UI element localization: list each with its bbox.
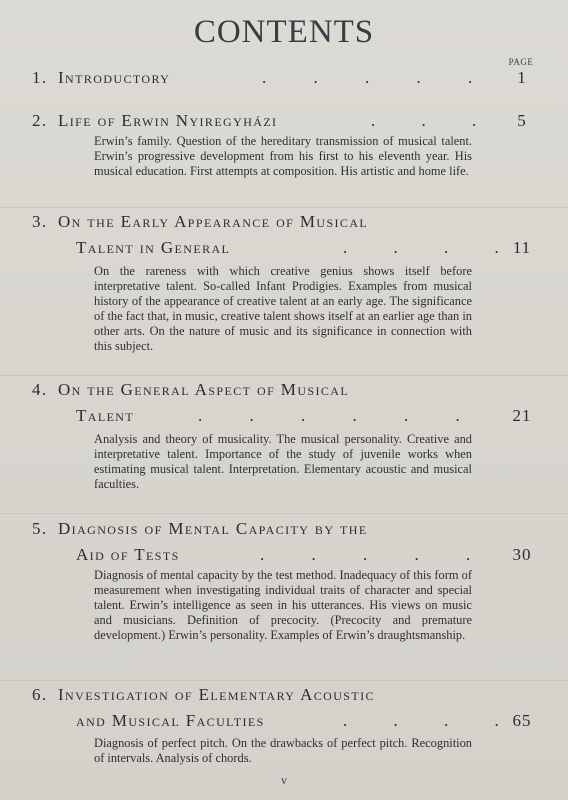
- chapter-summary: On the rareness with which creative genius shows itself before interpretative talent. So-called Infant Prodigies. Examples from musical history of the appearance of creative talent at an early age. The significance of the fact that, in music, creative talent shows itself at an earlier age than in other arts. On the nature of music and its significance in connection with this subject.: [94, 264, 472, 353]
- toc-entry-line: [32, 212, 542, 238]
- chapter-title-continued: Talent in General: [76, 238, 231, 257]
- dot-leader: . . . .: [343, 711, 499, 730]
- chapter-summary: Diagnosis of mental capacity by the test method. Inadequacy of this form of measurement when investigating individual traits of character and special talent. Erwin’s intelligence as seen in his utterances. His views on music and musicians. Definition of precocity. (Precocity and premature development.) Erwin’s personality. Examples of Erwin’s draughtsmanship.: [94, 568, 472, 642]
- toc-entry-1[interactable]: [32, 68, 542, 94]
- chapter-number: 1.: [32, 68, 48, 87]
- page-edge-shadow: [0, 375, 568, 376]
- chapter-title-continued: Talent: [76, 406, 135, 425]
- toc-entry-line: [32, 68, 542, 94]
- toc-entry-line: [32, 711, 542, 737]
- toc-entry-line: [32, 685, 542, 711]
- chapter-title: On the General Aspect of Musical: [58, 380, 350, 399]
- page-number: 30: [512, 545, 532, 564]
- toc-entry-line: [32, 519, 542, 545]
- chapter-number: 2.: [32, 111, 48, 130]
- dot-leader: . . . .: [343, 238, 499, 257]
- page-number: 21: [512, 406, 532, 425]
- chapter-title: Life of Erwin Nyiregyházi: [58, 111, 278, 130]
- toc-entry-line: [32, 380, 542, 406]
- page-column-header: PAGE: [508, 57, 534, 67]
- page-edge-shadow: [0, 680, 568, 681]
- chapter-number: 3.: [32, 212, 48, 231]
- dot-leader: . . .: [371, 111, 477, 130]
- chapter-title: Diagnosis of Mental Capacity by the: [58, 519, 368, 538]
- page-number: 1: [517, 68, 527, 87]
- chapter-title: Investigation of Elementary Acoustic: [58, 685, 375, 704]
- dot-leader: . . . . .: [262, 68, 473, 87]
- chapter-number: 5.: [32, 519, 48, 538]
- chapter-summary: Erwin’s family. Question of the hereditary transmission of musical talent. Erwin’s progressive development from his first to his eleventh year. His musical education. First attempts at composition. His artistic and home life.: [94, 134, 472, 178]
- page-edge-shadow: [0, 207, 568, 208]
- page-number: 65: [512, 711, 532, 730]
- chapter-number: 4.: [32, 380, 48, 399]
- toc-entry-3[interactable]: [32, 212, 542, 264]
- page-number: 5: [517, 111, 527, 130]
- chapter-summary: Analysis and theory of musicality. The musical personality. Creative and interpretative talent. Importance of the study of juvenile works when estimating musical talent. Interpretation. Elementary acoustic and musical faculties.: [94, 432, 472, 491]
- toc-entry-line: [32, 406, 542, 432]
- chapter-title: Introductory: [58, 68, 171, 87]
- dot-leader: . . . . .: [260, 545, 471, 564]
- folio-page-number: v: [281, 773, 287, 787]
- toc-entry-5[interactable]: [32, 519, 542, 571]
- chapter-summary: Diagnosis of perfect pitch. On the drawbacks of perfect pitch. Recognition of intervals. Analysis of chords.: [94, 736, 472, 765]
- chapter-title: On the Early Appearance of Musical: [58, 212, 369, 231]
- page-number: 11: [512, 238, 532, 257]
- toc-entry-6[interactable]: [32, 685, 542, 737]
- chapter-title-continued: Aid of Tests: [76, 545, 180, 564]
- page-title: CONTENTS: [193, 14, 375, 50]
- toc-entry-line: [32, 238, 542, 264]
- dot-leader: . . . . . .: [198, 406, 460, 425]
- page-edge-shadow: [0, 513, 568, 514]
- chapter-number: 6.: [32, 685, 48, 704]
- toc-entry-4[interactable]: [32, 380, 542, 432]
- chapter-title-continued: and Musical Faculties: [76, 711, 265, 730]
